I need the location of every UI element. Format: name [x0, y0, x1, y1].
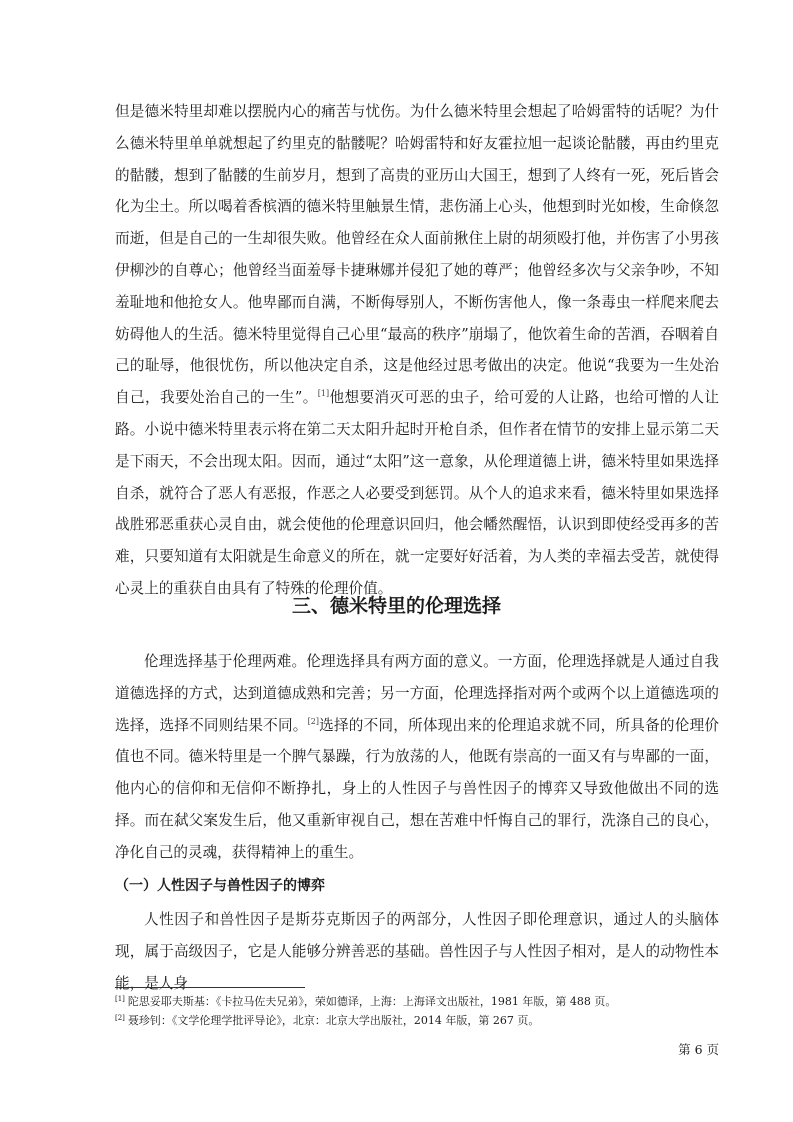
- page-number: 第 6 页: [678, 1042, 719, 1057]
- footnote-text: 陀思妥耶夫斯基：《卡拉马佐夫兄弟》，荣如德译，上海：上海译文出版社，1981 年版，第 488 页。: [127, 995, 617, 1008]
- footnote-ref-2[interactable]: [2]: [307, 716, 319, 726]
- paragraph-text: 伦理选择基于伦理两难。伦理选择具有两方面的意义。一方面，伦理选择就是人通过自我道德选择的方式，达到道德成熟和完善；另一方面，伦理选择指对两个或两个以上道德选项的选择，选择不同则结果不同。: [115, 653, 719, 734]
- footnote-2: [115, 1013, 719, 1029]
- subsection-heading: （一）人性因子与兽性因子的博弈: [115, 878, 325, 894]
- body-paragraph-1: [115, 96, 719, 605]
- footnote-divider: [115, 987, 305, 988]
- footnote-mark: [1]: [115, 995, 125, 1003]
- paragraph-text: 但是德米特里却难以摆脱内心的痛苦与忧伤。为什么德米特里会想起了哈姆雷特的话呢？为什么德米特里单单就想起了约里克的骷髅呢？哈姆雷特和好友霍拉旭一起谈论骷髅，再由约里克的骷髅，想到了骷髅的生前岁月，想到了高贵的亚历山大国王，想到了人终有一死，死后皆会化为尘土。所以喝着香槟酒的德米特里触景生情，悲伤涌上心头，他想到时光如梭，生命倏忽而逝，但是自己的一生却很失败。他曾经在众人面前揪住上尉的胡须殴打他，并伤害了小男孩伊柳沙的自尊心；他曾经当面羞辱卡捷琳娜并侵犯了她的尊严；他曾经多次与父亲争吵，不知羞耻地和他抢女人。他卑鄙而自满，不断侮辱别人，不断伤害他人，像一条毒虫一样爬来爬去妨碍他人的生活。德米特里觉得自己心里“最高的秩序”崩塌了，他饮着生命的苦酒，吞咽着自己的耻辱，他很忧伤，所以他决定自杀，这是他经过思考做出的决定。他说“我要为一生处治自己，我要处治自己的一生”。: [115, 103, 719, 407]
- footnote-ref-1[interactable]: [1]: [317, 389, 330, 399]
- footnote-text: 聂珍钊：《文学伦理学批评导论》，北京：北京大学出版社，2014 年版，第 267 页。: [127, 1014, 540, 1027]
- footnote-mark: [2]: [115, 1014, 125, 1022]
- paragraph-text: 选择的不同，所体现出来的伦理追求就不同，所具备的伦理价值也不同。德米特里是一个脾气暴躁，行为放荡的人，他既有崇高的一面又有与卑鄙的一面，他内心的信仰和无信仰不断挣扎，身上的人性因子与兽性因子的博弈又导致他做出不同的选择。而在弑父案发生后，他又重新审视自己，想在苦难中忏悔自己的罪行，洗涤自己的良心，净化自己的灵魂，获得精神上的重生。: [115, 716, 719, 861]
- body-paragraph-3: 人性因子和兽性因子是斯芬克斯因子的两部分，人性因子即伦理意识，通过人的头脑体现，属于高级因子，它是人能够分辨善恶的基础。兽性因子与人性因子相对，是人的动物性本能，是人身: [115, 911, 719, 992]
- section-heading: 三、德米特里的伦理选择: [291, 595, 501, 617]
- body-paragraph-2: [115, 646, 719, 869]
- footnote-1: [115, 994, 719, 1010]
- paragraph-text: 他想要消灭可恶的虫子，给可爱的人让路，也给可憎的人让路。小说中德米特里表示将在第二天太阳升起时开枪自杀，但作者在情节的安排上显示第二天是下雨天，不会出现太阳。因而，通过“太阳”这一意象，从伦理道德上讲，德米特里如果选择自杀，就符合了恶人有恶报，作恶之人必要受到惩罚。从个人的追求来看，德米特里如果选择战胜邪恶重获心灵自由，就会使他的伦理意识回归，他会幡然醒悟，认识到即使经受再多的苦难，只要知道有太阳就是生命意义的所在，就一定要好好活着，为人类的幸福去受苦，就使得心灵上的重获自由具有了特殊的伦理价值。: [115, 389, 719, 597]
